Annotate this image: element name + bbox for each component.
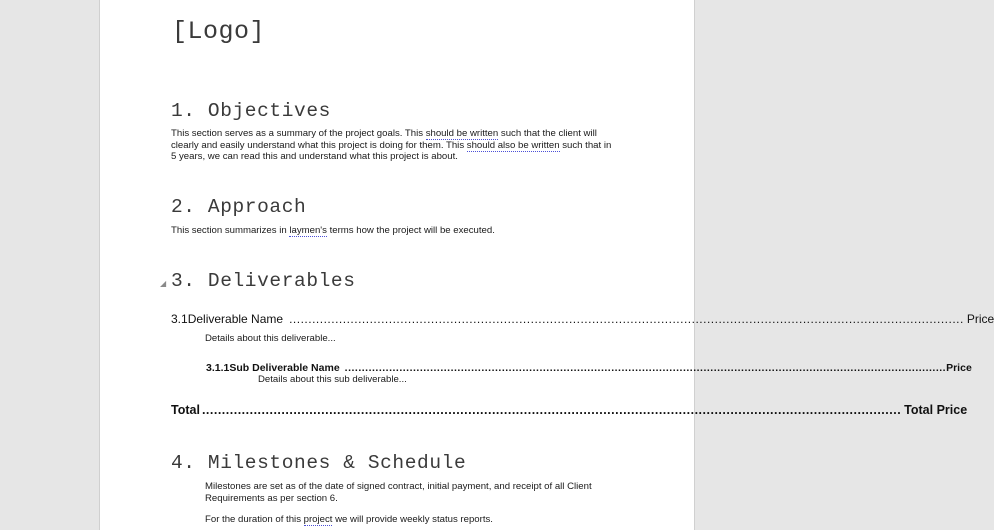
text-run: clearly and easily understand what this project is doing for them. This bbox=[171, 139, 467, 151]
heading-approach: 2. Approach bbox=[171, 196, 307, 218]
text-run: such that in bbox=[559, 139, 612, 151]
total-label: Total bbox=[171, 403, 200, 417]
heading-objectives: 1. Objectives bbox=[171, 100, 331, 122]
total-row bbox=[171, 403, 968, 417]
text-run: Requirements as per section 6. bbox=[205, 492, 338, 504]
dot-leader: ................................................................................................................................................................................ bbox=[201, 403, 902, 417]
sub-deliverable-price: Price bbox=[946, 362, 972, 374]
heading-deliverables: 3. Deliverables bbox=[171, 270, 356, 292]
sub-deliverable-details: Details about this sub deliverable... bbox=[258, 374, 407, 385]
logo-placeholder: [Logo] bbox=[172, 17, 266, 46]
objectives-paragraph bbox=[171, 128, 641, 163]
paragraph-marker-icon: ◢ bbox=[160, 279, 167, 288]
grammar-flag[interactable]: should also be written bbox=[466, 139, 560, 151]
deliverable-details: Details about this deliverable... bbox=[205, 333, 336, 344]
text-run: terms how the project will be executed. bbox=[326, 225, 495, 236]
sub-deliverable-row bbox=[206, 362, 972, 374]
dot-leader: ................................................................................................................................................................................ bbox=[344, 362, 947, 374]
document-page bbox=[99, 0, 994, 530]
deliverable-row bbox=[171, 312, 994, 326]
text-run: we will provide weekly status reports. bbox=[332, 514, 493, 525]
approach-paragraph bbox=[171, 225, 641, 237]
spelling-flag[interactable]: laymen's bbox=[289, 225, 327, 236]
text-run: This section summarizes in bbox=[171, 225, 290, 236]
grammar-flag[interactable]: project bbox=[303, 514, 333, 525]
text-run: Milestones are set as of the date of signed contract, initial payment, and receipt of all Client bbox=[205, 481, 592, 492]
sub-deliverable-name: Sub Deliverable Name bbox=[229, 362, 340, 374]
deliverable-name: Deliverable Name bbox=[187, 312, 284, 326]
grammar-flag[interactable]: should be written bbox=[425, 128, 499, 139]
deliverable-number: 3.1 bbox=[171, 312, 188, 326]
text-run: 5 years, we can read this and understand what this project is about. bbox=[171, 151, 458, 162]
total-price: Total Price bbox=[904, 403, 968, 417]
status-reports-paragraph bbox=[205, 514, 493, 526]
text-run: such that the client will bbox=[498, 128, 597, 139]
text-run: This section serves as a summary of the project goals. This bbox=[171, 128, 426, 139]
text-run: For the duration of this bbox=[205, 514, 304, 525]
milestones-paragraph bbox=[205, 481, 625, 504]
deliverable-price: Price bbox=[966, 312, 994, 326]
dot-leader: ................................................................................................................................................................................ bbox=[289, 312, 964, 326]
sub-deliverable-number: 3.1.1 bbox=[206, 362, 230, 374]
heading-milestones: 4. Milestones & Schedule bbox=[171, 452, 467, 474]
